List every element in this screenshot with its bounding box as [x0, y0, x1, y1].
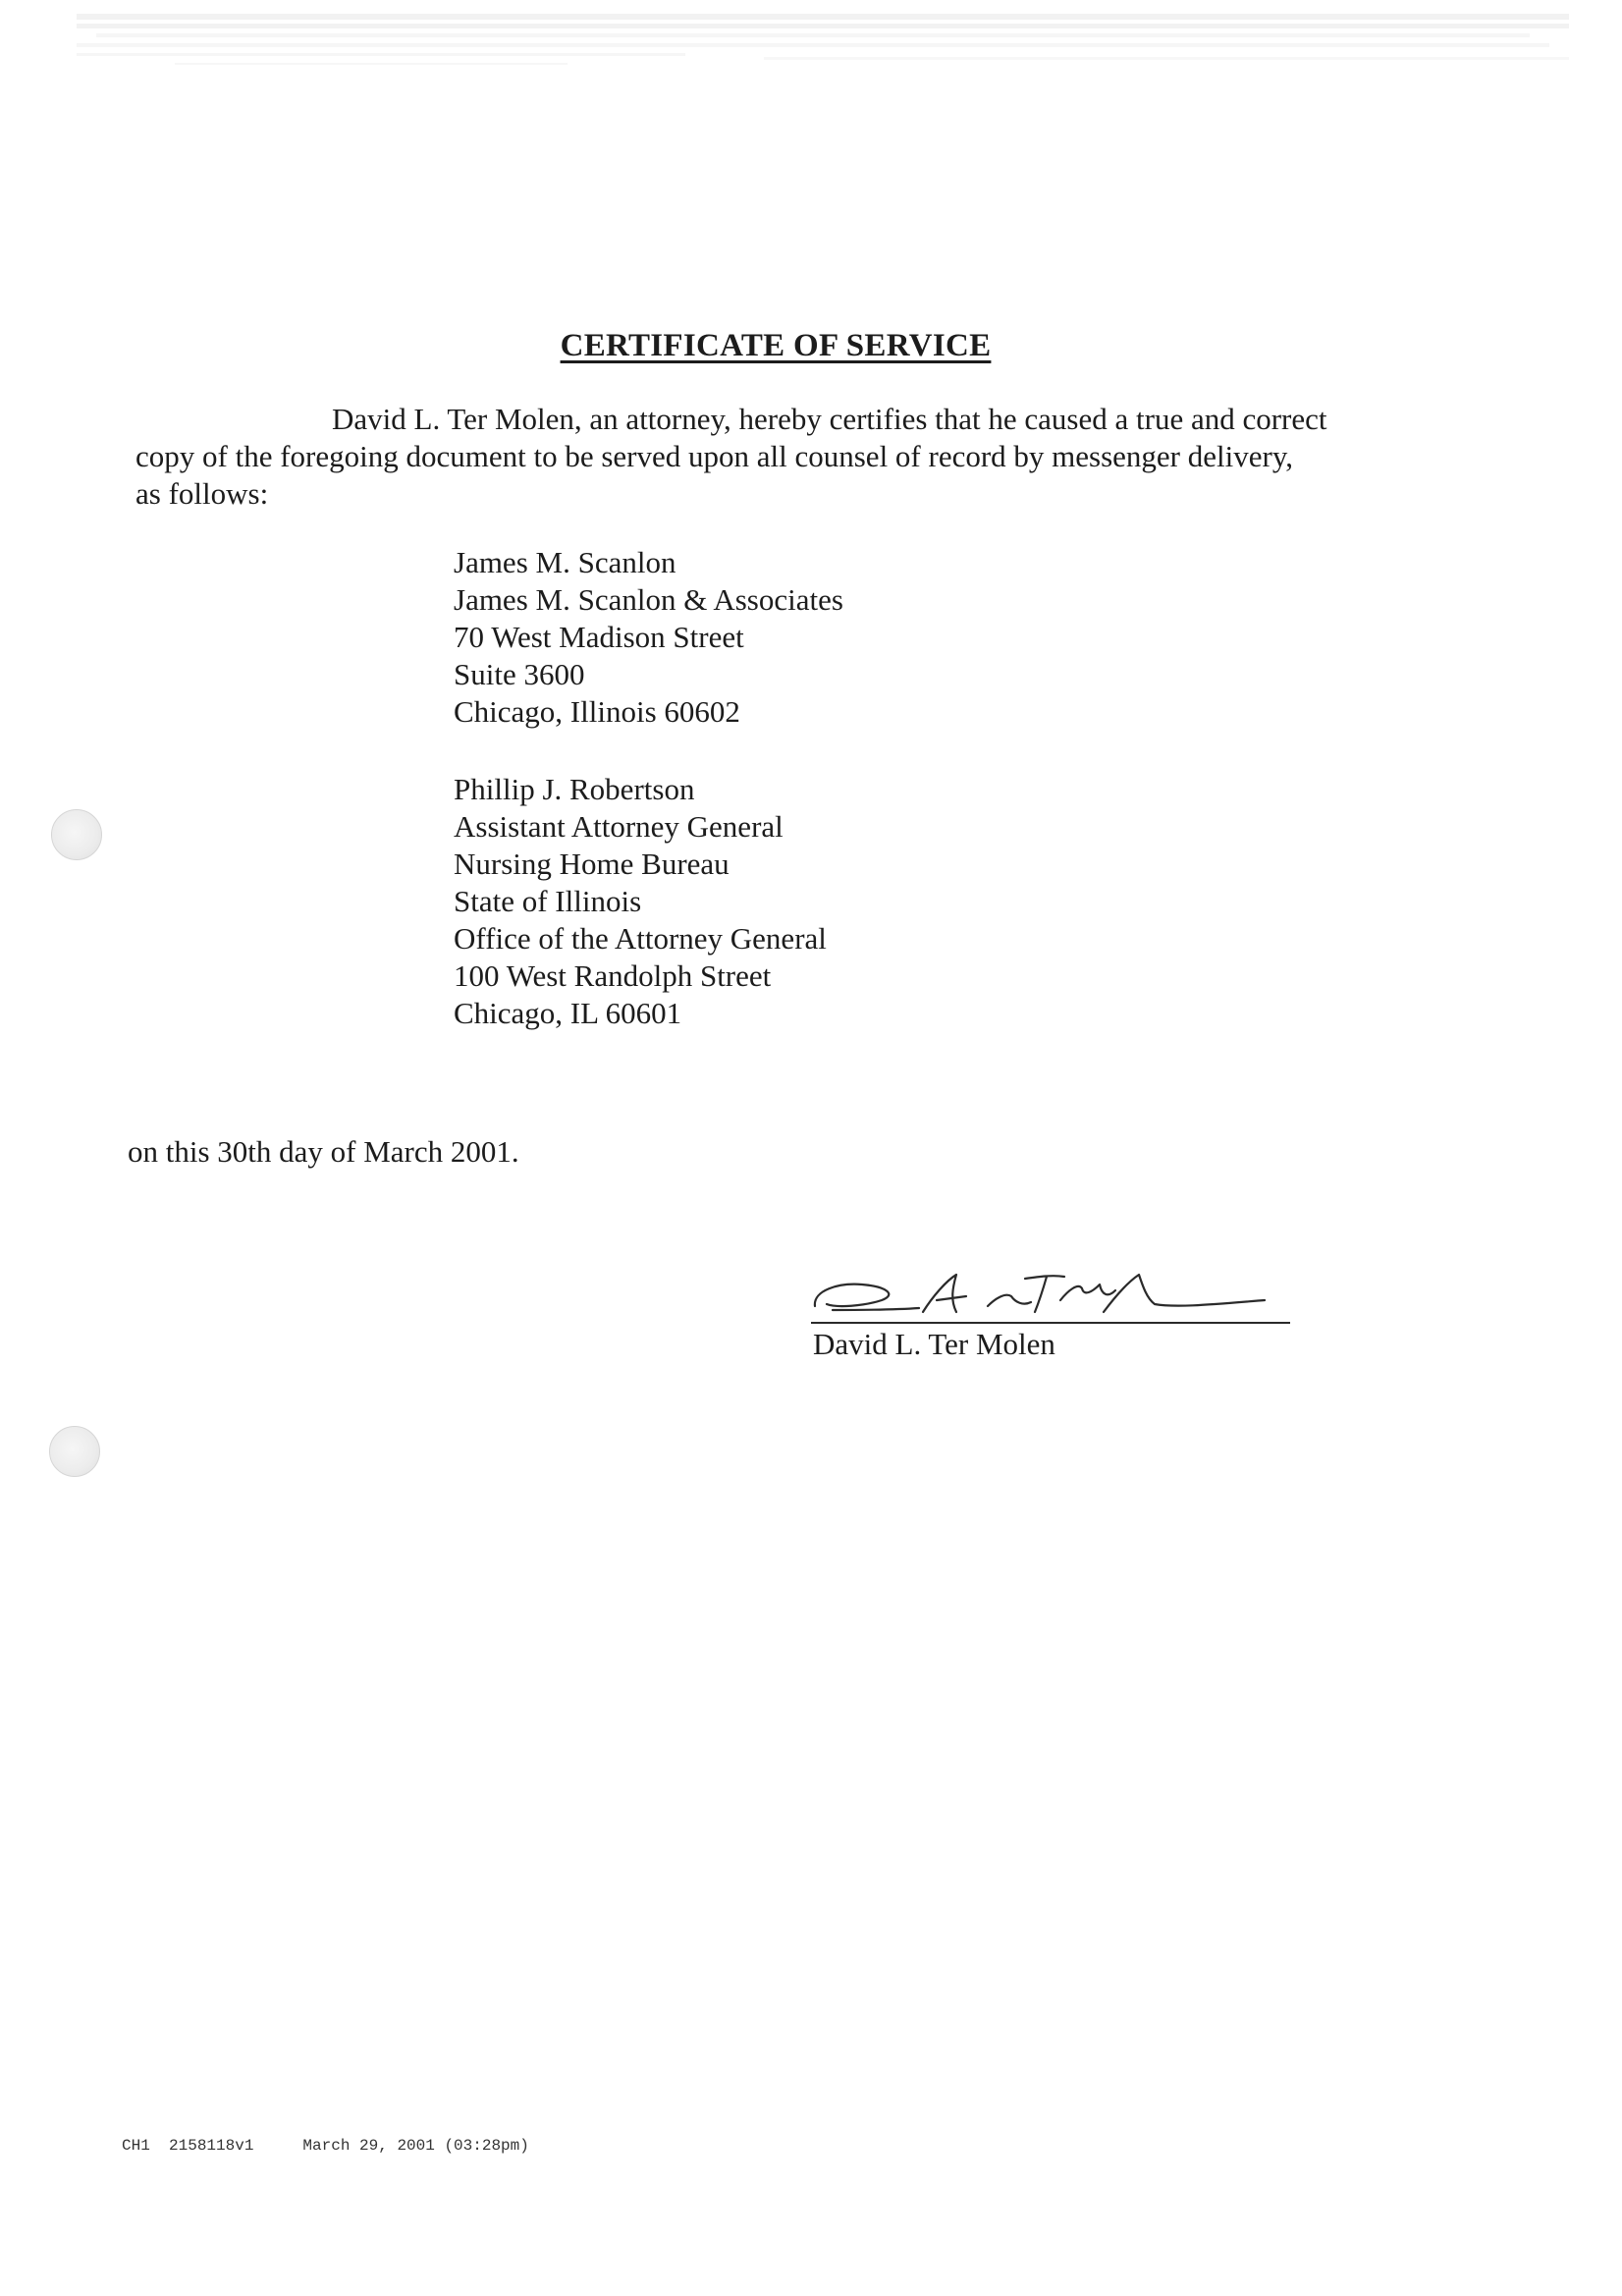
address-line: Phillip J. Robertson [454, 772, 695, 806]
footer-doc-id: CH1 2158118v1 [122, 2137, 254, 2155]
paragraph-line: as follows: [135, 476, 269, 511]
handwritten-signature [803, 1255, 1294, 1324]
recipient-address-block [454, 771, 1141, 1032]
signer-name: David L. Ter Molen [813, 1327, 1055, 1361]
document-footer [122, 2137, 529, 2155]
address-line: Chicago, Illinois 60602 [454, 694, 740, 729]
address-line: Nursing Home Bureau [454, 847, 730, 881]
scan-noise-strip [77, 10, 1569, 71]
address-line: Chicago, IL 60601 [454, 996, 682, 1030]
document-title: CERTIFICATE OF SERVICE [560, 328, 992, 363]
certification-paragraph [135, 401, 1412, 513]
signature-line [811, 1322, 1290, 1324]
address-line: 70 West Madison Street [454, 620, 744, 654]
address-line: Assistant Attorney General [454, 809, 784, 844]
address-line: 100 West Randolph Street [454, 958, 772, 993]
address-line: State of Illinois [454, 884, 642, 918]
address-line: James M. Scanlon [454, 545, 676, 579]
footer-timestamp: March 29, 2001 (03:28pm) [302, 2137, 529, 2155]
punch-hole [49, 1426, 100, 1477]
punch-hole [51, 809, 102, 860]
service-date-line: on this 30th day of March 2001. [128, 1134, 519, 1169]
address-line: Office of the Attorney General [454, 921, 827, 956]
address-line: Suite 3600 [454, 657, 585, 691]
paragraph-line: copy of the foregoing document to be served upon all counsel of record by messenger delivery, [135, 439, 1294, 473]
recipient-address-block [454, 544, 1141, 731]
paragraph-line: David L. Ter Molen, an attorney, hereby certifies that he caused a true and correct [332, 402, 1327, 436]
address-line: James M. Scanlon & Associates [454, 582, 843, 617]
